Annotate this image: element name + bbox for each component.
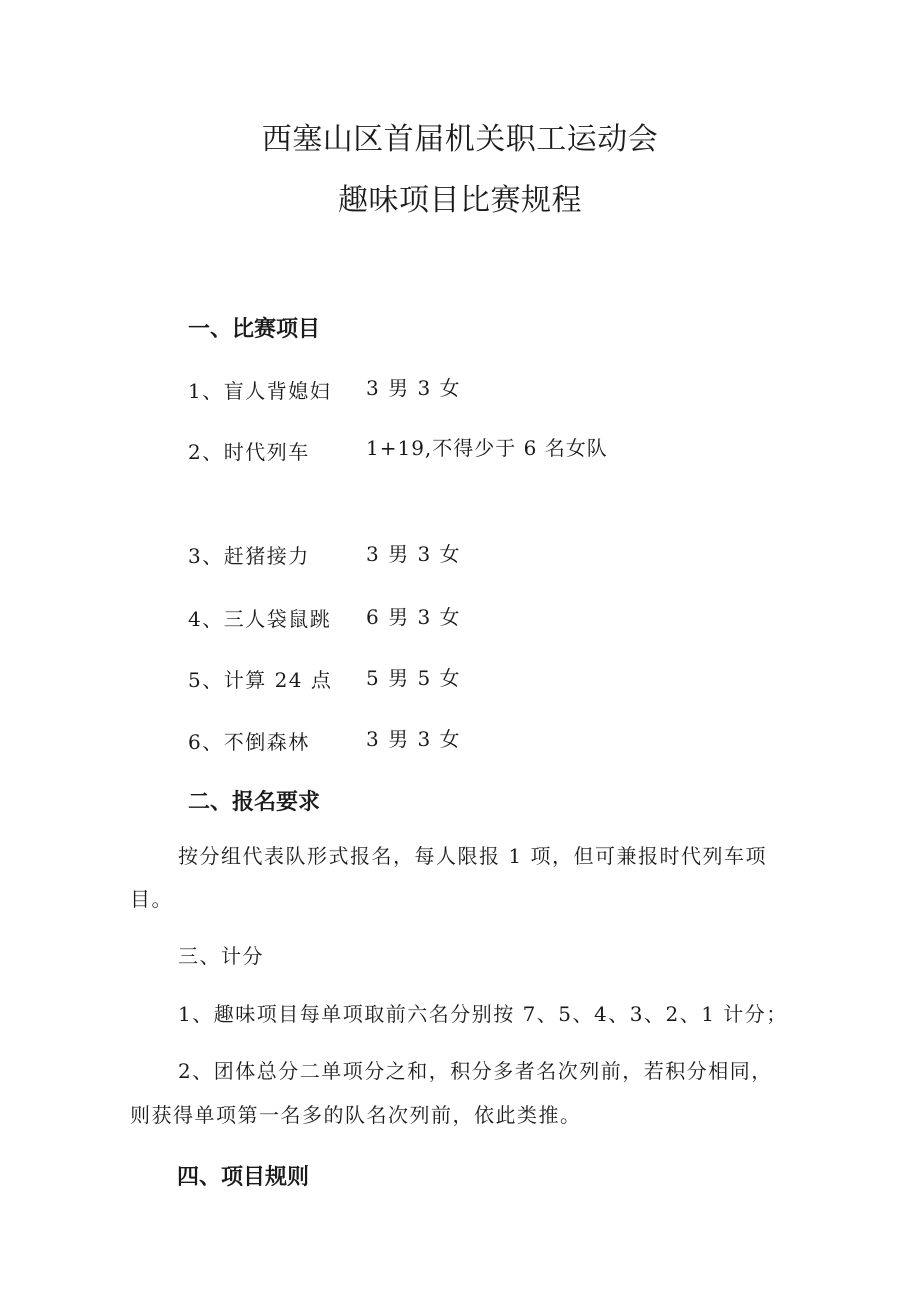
event-name: 6、不倒森林 bbox=[188, 730, 310, 754]
section-heading-scoring: 三、计分 bbox=[178, 944, 264, 968]
event-quota: 6 男 3 女 bbox=[366, 605, 462, 629]
registration-paragraph-line1: 按分组代表队形式报名，每人限报 1 项，但可兼报时代列车项 bbox=[178, 844, 767, 868]
event-name: 5、计算 24 点 bbox=[188, 668, 333, 692]
event-quota: 5 男 5 女 bbox=[366, 666, 462, 690]
document-title-line2: 趣味项目比赛规程 bbox=[338, 183, 582, 218]
scoring-rule-2-line1: 2、团体总分二单项分之和，积分多者名次列前，若积分相同， bbox=[178, 1059, 773, 1083]
section-heading-registration-clip bbox=[188, 788, 388, 815]
event-name: 4、三人袋鼠跳 bbox=[188, 607, 332, 631]
event-quota: 3 男 3 女 bbox=[366, 376, 462, 400]
document-title-line1: 西塞山区首届机关职工运动会 bbox=[261, 122, 659, 157]
registration-paragraph-line2: 目。 bbox=[130, 887, 173, 911]
event-name: 2、时代列车 bbox=[188, 440, 310, 464]
event-name: 3、赶猪接力 bbox=[188, 544, 310, 568]
event-quota: 3 男 3 女 bbox=[366, 727, 462, 751]
event-quota: 3 男 3 女 bbox=[366, 542, 462, 566]
scoring-rule-2-line2: 则获得单项第一名多的队名次列前，依此类推。 bbox=[130, 1103, 582, 1127]
scoring-rule-1: 1、趣味项目每单项取前六名分别按 7、5、4、3、2、1 计分； bbox=[178, 1002, 788, 1026]
event-name: 1、盲人背媳妇 bbox=[188, 379, 332, 403]
event-quota: 1+19,不得少于 6 名女队 bbox=[366, 436, 608, 460]
section-heading-rules: 四、项目规则 bbox=[177, 1165, 310, 1190]
section-heading-registration: 二、报名要求 bbox=[188, 790, 321, 815]
section-heading-events: 一、比赛项目 bbox=[188, 317, 321, 342]
